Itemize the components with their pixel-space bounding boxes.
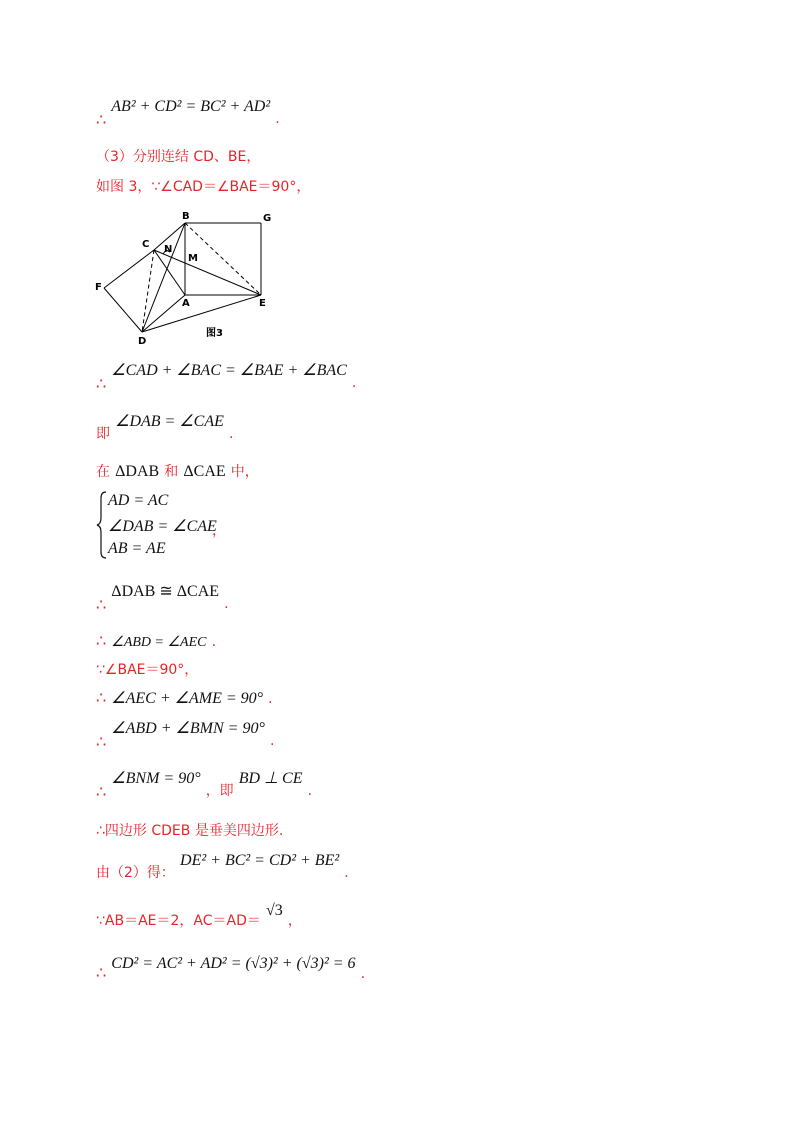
line-14: 由（2）得： DE² + BC² = CD² + BE² . [96, 852, 349, 881]
equation: √3 [265, 902, 283, 919]
equation: AB² + CD² = BC² + AD² [111, 98, 271, 115]
label-A: A [182, 298, 190, 309]
line-9: ∵∠BAE＝90°， [96, 662, 199, 678]
line-16: ∴ CD² = AC² + AD² = (√3)² + (√3)² = 6 . [96, 955, 366, 982]
line-5: 即 ∠DAB = ∠CAE . [96, 413, 234, 442]
therefore-symbol: ∴ [96, 110, 107, 129]
equation-2: BD ⊥ CE [238, 770, 303, 787]
label-N: N [164, 244, 173, 255]
given-statement: 如图 3，∵∠CAD＝∠BAE＝90°， [96, 179, 311, 195]
equation: ∠AEC + ∠AME = 90° [111, 690, 264, 707]
equation: ∠BNM = 90° [111, 770, 201, 787]
figure-svg [94, 208, 284, 348]
label-F: F [95, 282, 102, 293]
label-D: D [138, 336, 147, 347]
equation: ∠ABD + ∠BMN = 90° [111, 720, 265, 737]
equation: ΔDAB ≅ ΔCAE [111, 583, 220, 600]
label-B: B [182, 211, 190, 222]
equation-system: AD = AC ∠DAB = ∠CAE AB = AE ， [96, 490, 236, 560]
label-M: M [188, 253, 198, 264]
system-equation-3: AB = AE [108, 540, 166, 557]
equation: CD² = AC² + AD² = (√3)² + (√3)² = 6 [111, 955, 356, 972]
line-8: ∴ ∠ABD = ∠AEC . [96, 631, 217, 650]
line-7: ∴ ΔDAB ≅ ΔCAE . [96, 583, 229, 614]
line-12: ∴ ∠BNM = 90° ，即 BD ⊥ CE . [96, 770, 313, 801]
system-equation-1: AD = AC [108, 492, 169, 509]
label-C: C [142, 239, 150, 250]
equation: ∠ABD = ∠AEC [111, 635, 207, 650]
line-6: 在 ΔDAB 和 ΔCAE 中， [96, 463, 259, 480]
line-11: ∴ ∠ABD + ∠BMN = 90° . [96, 720, 275, 751]
system-equation-2: ∠DAB = ∠CAE [108, 518, 217, 535]
equation: ∠CAD + ∠BAC = ∠BAE + ∠BAC [111, 362, 347, 379]
step-3-heading: （3）分别连结 CD、BE， [96, 149, 261, 165]
line-13: ∴四边形 CDEB 是垂美四边形. [96, 823, 284, 839]
geometry-figure-3 [94, 208, 284, 348]
line-10: ∴ ∠AEC + ∠AME = 90° . [96, 688, 273, 707]
left-brace-icon [96, 490, 108, 560]
line-4: ∴ ∠CAD + ∠BAC = ∠BAE + ∠BAC . [96, 362, 357, 393]
label-E: E [259, 298, 266, 309]
line-15: ∵AB＝AE＝2，AC＝AD＝ √3 ， [96, 902, 302, 929]
equation: DE² + BC² = CD² + BE² [180, 852, 340, 869]
line-1: ∴ AB² + CD² = BC² + AD² . [96, 98, 280, 129]
label-G: G [263, 213, 272, 224]
figure-caption: 图3 [206, 328, 223, 339]
equation: ∠DAB = ∠CAE [115, 413, 224, 430]
